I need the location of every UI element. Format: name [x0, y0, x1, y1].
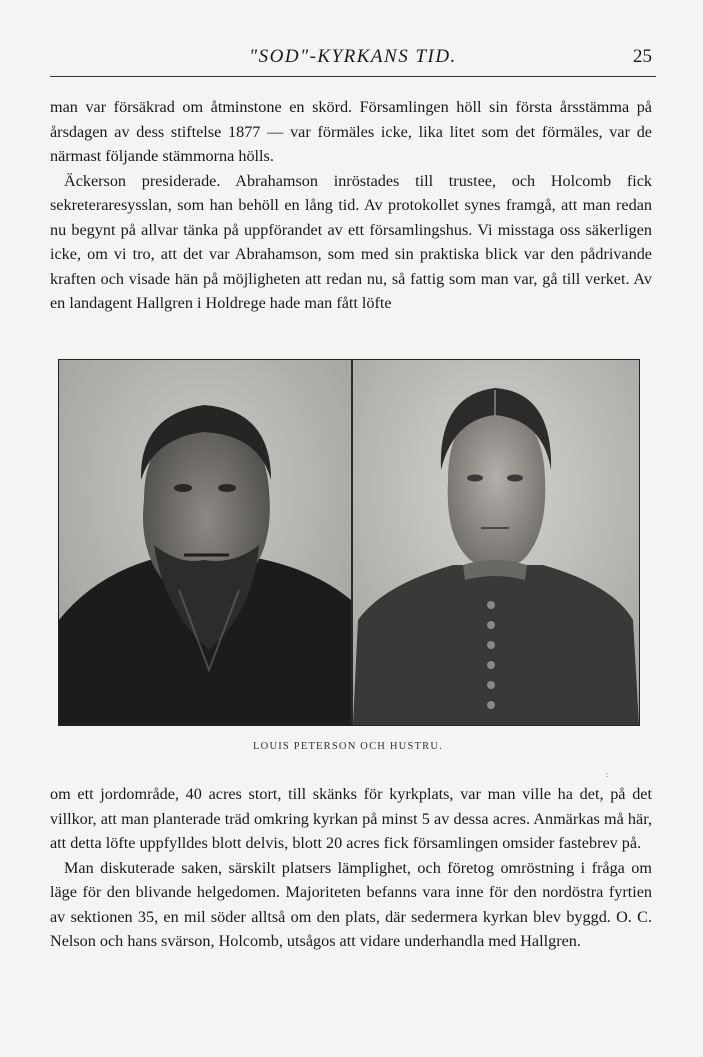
page-header	[50, 40, 656, 77]
paragraph: om ett jordområde, 40 acres stort, till skänks för kyrkplats, var man ville ha det, på det villkor, att man planterade träd omkring kyrkan på minst 5 av dessa acres. Anmärkas må här, att detta löfte uppfylldes blott delvis, blott 20 acres fick församlingen omsider fastebrev på.	[50, 785, 652, 852]
body-text-top	[50, 95, 652, 316]
portrait-man-image	[59, 360, 351, 725]
portrait-photograph	[58, 359, 640, 726]
page-number: 25	[633, 46, 652, 67]
portrait-woman	[353, 360, 639, 725]
print-speck: :	[606, 770, 609, 779]
body-text-bottom	[50, 782, 652, 954]
paragraph: man var försäkrad om åtminstone en skörd. Församlingen höll sin första årsstämma på årsdagen av dess stiftelse 1877 — var förmäles icke, lika litet som det förmäles, var de närmast följande stämmorna hölls.	[50, 98, 652, 165]
portrait-man	[59, 360, 351, 725]
running-head: "SOD"-KYRKANS TID.	[249, 46, 457, 67]
paragraph: Äckerson presiderade. Abrahamson inröstades till trustee, och Holcomb fick sekreteraresysslan, som han behöll en lång tid. Av protokollet synes framgå, att man redan nu begynt på allvar tänka på uppförandet av ett församlingshus. Vi misstaga oss säkerligen icke, om vi tro, att det var Abrahamson, som med sin praktiska blick var den pådrivande kraften och visade hän på möjligheten att redan nu, så fattig som man var, gå till verket. Av en landagent Hallgren i Holdrege hade man fått löfte	[50, 171, 652, 312]
figure-caption: LOUIS PETERSON OCH HUSTRU.	[253, 741, 443, 752]
portrait-woman-image	[353, 360, 639, 725]
paragraph: Man diskuterade saken, särskilt platsers lämplighet, och företog omröstning i fråga om läge för den blivande helgedomen. Majoriteten befanns vara inne för den nordöstra fyrtien av sektionen 35, en mil söder alltså om den plats, där sedermera kyrkan blev byggd. O. C. Nelson och hans svärson, Holcomb, utsågos att vidare underhandla med Hallgren.	[50, 858, 652, 950]
